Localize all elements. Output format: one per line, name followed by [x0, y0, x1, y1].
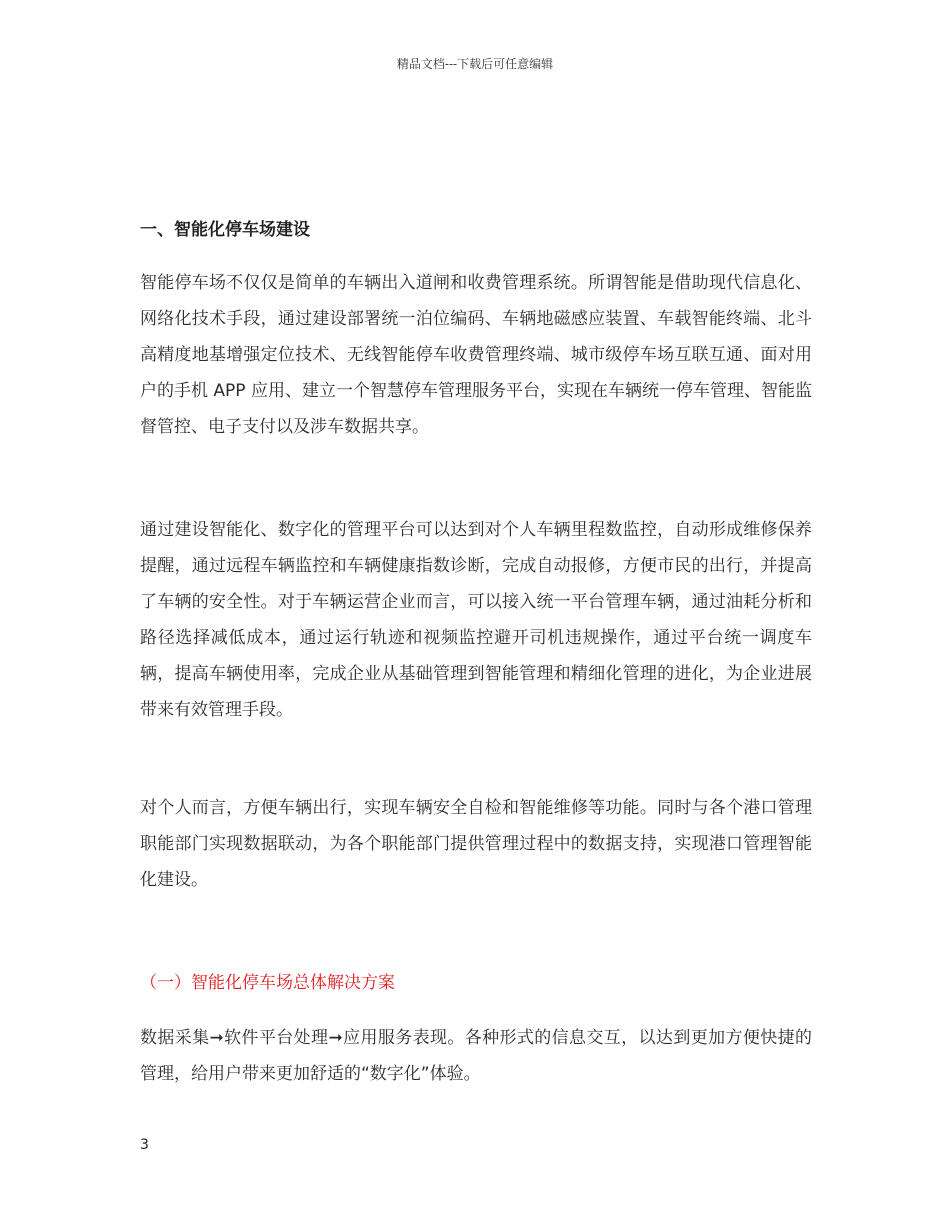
page-number: 3: [140, 1137, 149, 1153]
paragraph-3: 对个人而言，方便车辆出行，实现车辆安全自检和智能维修等功能。同时与各个港口管理职能部门实现数据联动，为各个职能部门提供管理过程中的数据支持，实现港口管理智能化建设。: [140, 798, 812, 890]
paragraph-1: 智能停车场不仅仅是简单的车辆出入道闸和收费管理系统。所谓智能是借助现代信息化、网络化技术手段，通过建设部署统一泊位编码、车辆地磁感应装置、车载智能终端、北斗高精度地基增强定位技术、无线智能停车收费管理终端、城市级停车场互联互通、面对用户的手机 APP 应用、建立一个智慧停车管理服务平台，实现在车辆统一停车管理、智能监督管控、电子支付以及涉车数据共享。: [140, 273, 812, 437]
subsection-paragraph: 数据采集➞软件平台处理➞应用服务表现。各种形式的信息交互，以达到更加方便快捷的管理，给用户带来更加舒适的“数字化”体验。: [140, 1028, 812, 1084]
subsection-title: （一）智能化停车场总体解决方案: [140, 973, 395, 993]
section-title: 一、智能化停车场建设: [140, 220, 310, 240]
paragraph-2: 通过建设智能化、数字化的管理平台可以达到对个人车辆里程数监控，自动形成维修保养提醒，通过远程车辆监控和车辆健康指数诊断，完成自动报修，方便市民的出行，并提高了车辆的安全性。对于车辆运营企业而言，可以接入统一平台管理车辆，通过油耗分析和路径选择减低成本，通过运行轨迹和视频监控避开司机违规操作，通过平台统一调度车辆，提高车辆使用率，完成企业从基础管理到智能管理和精细化管理的进化，为企业进展带来有效管理手段。: [140, 520, 812, 720]
page-header: 精品文档---下载后可任意编辑: [396, 57, 554, 71]
